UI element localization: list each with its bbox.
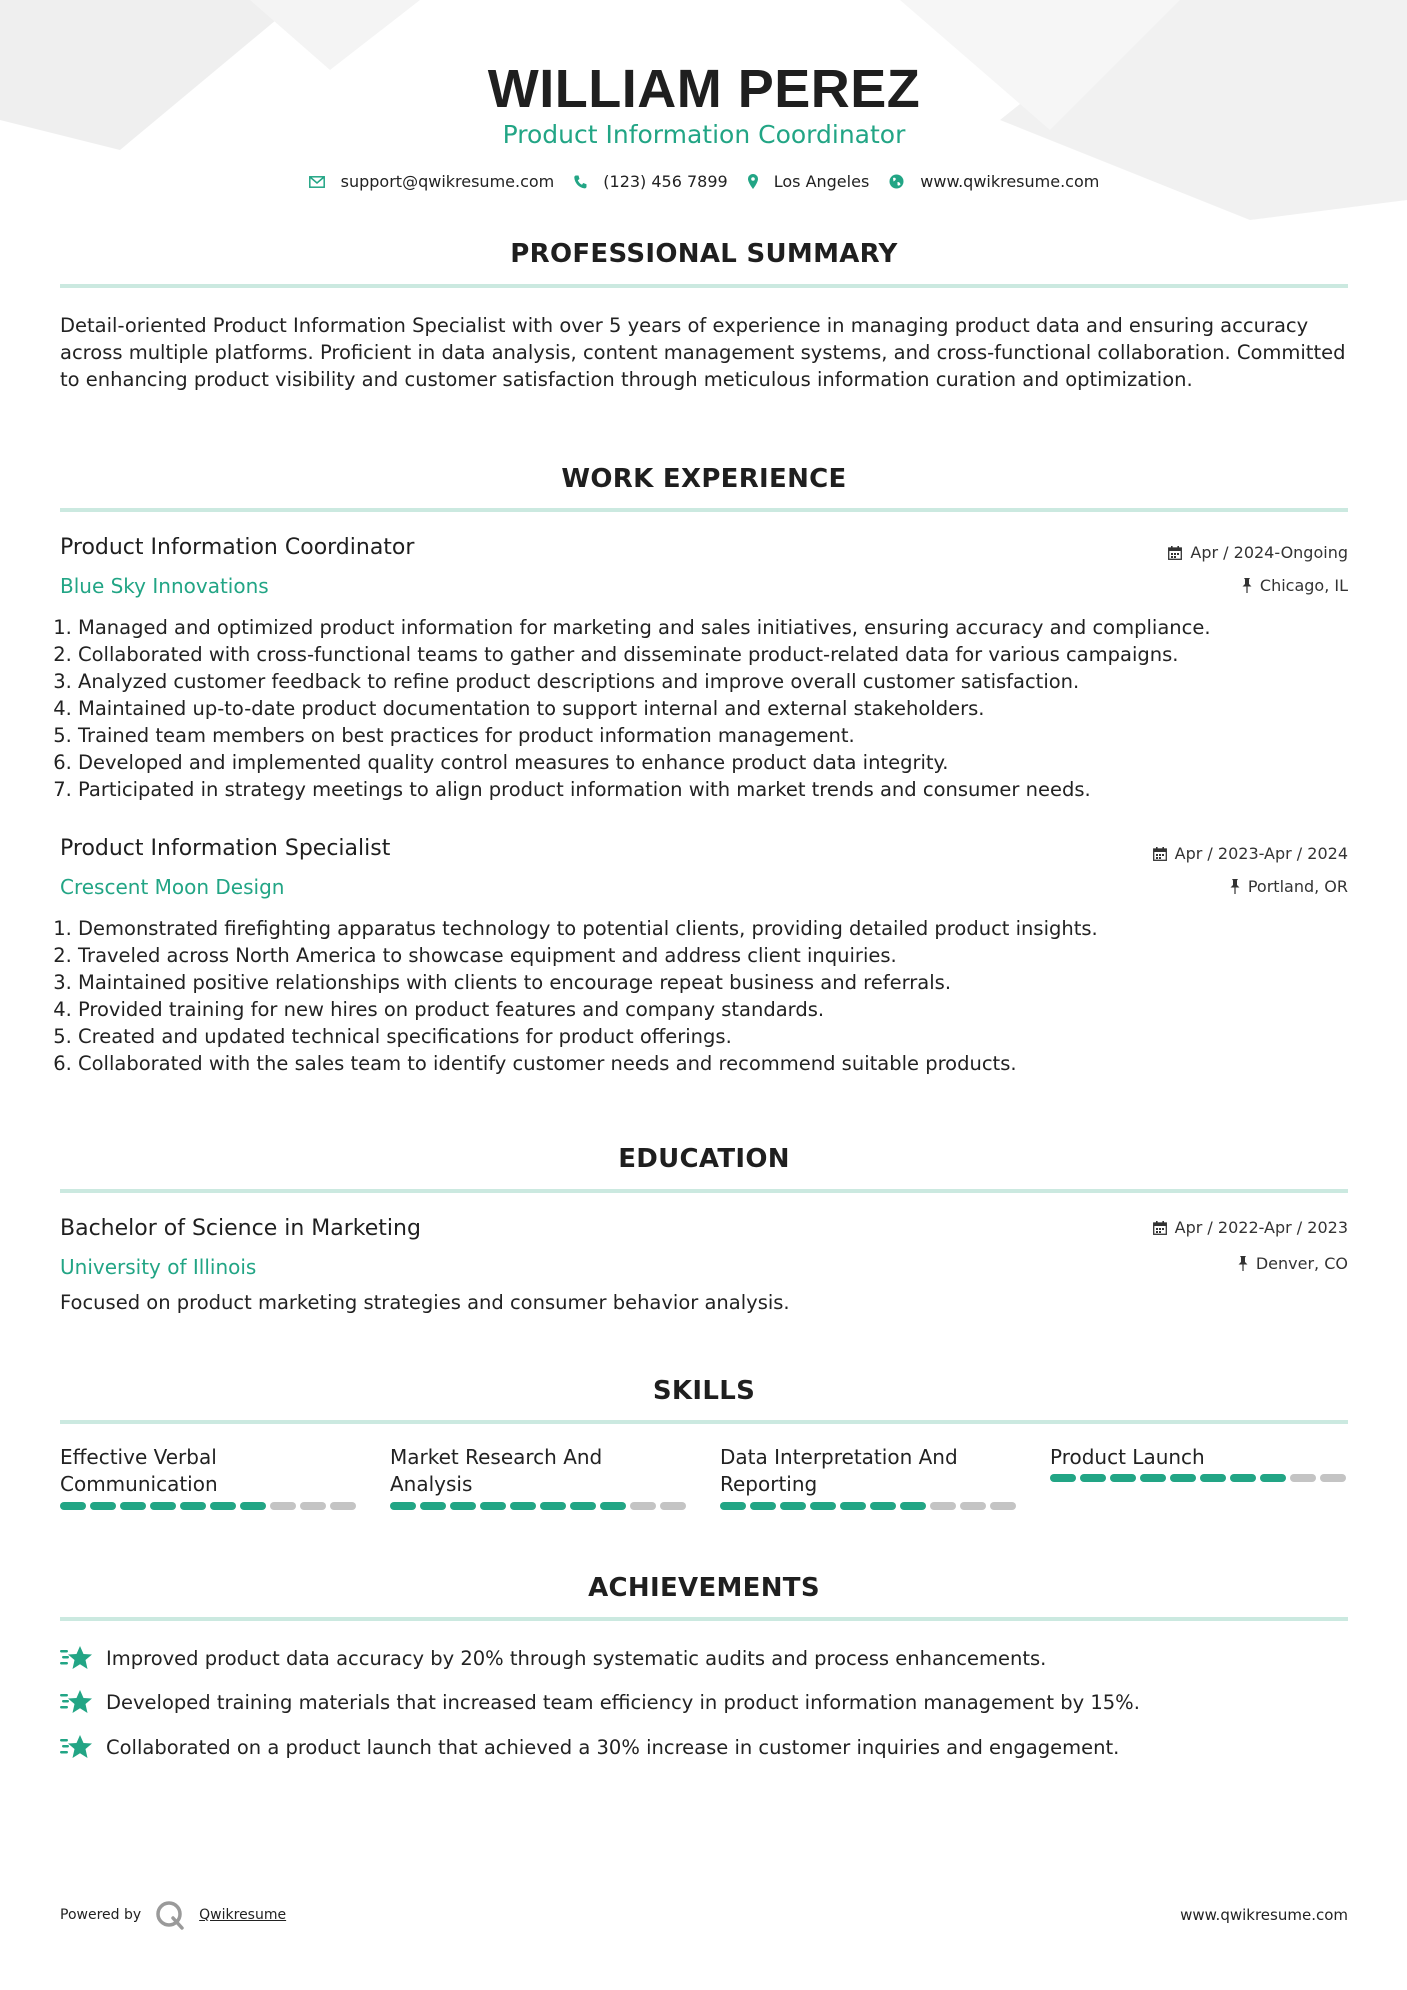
skill-dot-filled (720, 1502, 746, 1510)
skill-dot-filled (870, 1502, 896, 1510)
skill-dot-empty (1290, 1474, 1316, 1482)
achievements-divider (60, 1617, 1348, 1621)
achievement-text: Collaborated on a product launch that achieved a 30% increase in customer inquiries and engagement. (106, 1735, 1120, 1759)
skill-dot-empty (270, 1502, 296, 1510)
list-item: 2. Traveled across North America to showcase equipment and address client inquiries. (78, 942, 1338, 969)
phone-text: (123) 456 7899 (603, 172, 728, 191)
achievements-heading: ACHIEVEMENTS (588, 1573, 820, 1603)
list-item: 4. Maintained up-to-date product documentation to support internal and external stakeholders. (78, 695, 1338, 722)
skill-name: Market Research And Analysis (390, 1445, 603, 1496)
list-item: 1. Demonstrated firefighting apparatus technology to potential clients, providing detailed product insights. (78, 915, 1338, 942)
email-text: support@qwikresume.com (340, 172, 555, 191)
candidate-title: Product Information Coordinator (502, 120, 906, 149)
skill-dot-empty (300, 1502, 326, 1510)
skill-dot-empty (930, 1502, 956, 1510)
star-badge-icon (60, 1645, 94, 1671)
envelope-icon (309, 176, 325, 188)
job-location-text-2: Portland, OR (1247, 877, 1348, 896)
skill-dot-filled (480, 1502, 506, 1510)
skill-dot-empty (990, 1502, 1016, 1510)
qwikresume-logo-icon (155, 1900, 185, 1930)
summary-divider (60, 284, 1348, 288)
skill-dot-filled (600, 1502, 626, 1510)
list-item: 5. Created and updated technical specifications for product offerings. (78, 1023, 1338, 1050)
skill-dot-filled (390, 1502, 416, 1510)
job-title-2: Product Information Specialist (60, 836, 391, 861)
skill-dot-filled (210, 1502, 236, 1510)
education-heading: EDUCATION (618, 1144, 790, 1174)
skill-level-bar (390, 1502, 690, 1510)
skill-dot-empty (960, 1502, 986, 1510)
company-2: Crescent Moon Design (60, 875, 285, 899)
list-item: 1. Managed and optimized product information for marketing and sales initiatives, ensuring accuracy and compliance. (78, 614, 1338, 641)
achievement-item (60, 1689, 1140, 1715)
skill-dot-filled (510, 1502, 536, 1510)
candidate-name: WILLIAM PEREZ (487, 59, 921, 119)
job-bullets-2 (60, 915, 1338, 1077)
job-dates-2 (1153, 844, 1348, 863)
powered-by-label: Powered by (60, 1907, 142, 1923)
job-location-2 (1230, 877, 1348, 896)
footer-website[interactable]: www.qwikresume.com (1180, 1906, 1348, 1924)
skill-dot-filled (450, 1502, 476, 1510)
skill-dot-filled (90, 1502, 116, 1510)
skill-item (390, 1444, 690, 1510)
list-item: 3. Analyzed customer feedback to refine product descriptions and improve overall customer satisfaction. (78, 668, 1338, 695)
job-dates-1 (1168, 543, 1348, 562)
experience-heading: WORK EXPERIENCE (561, 464, 847, 494)
skill-dot-filled (1260, 1474, 1286, 1482)
skill-dot-filled (780, 1502, 806, 1510)
skill-level-bar (720, 1502, 1020, 1510)
list-item: 7. Participated in strategy meetings to align product information with market trends and consumer needs. (78, 776, 1338, 803)
achievement-item (60, 1645, 1046, 1671)
skill-dot-filled (810, 1502, 836, 1510)
contact-email[interactable] (309, 172, 555, 191)
star-badge-icon (60, 1734, 94, 1760)
education-location-text: Denver, CO (1255, 1254, 1348, 1273)
location-text: Los Angeles (773, 172, 870, 191)
skill-dot-filled (150, 1502, 176, 1510)
skill-dot-filled (1140, 1474, 1166, 1482)
skill-dot-empty (330, 1502, 356, 1510)
qwikresume-link[interactable]: Qwikresume (199, 1907, 287, 1923)
list-item: 2. Collaborated with cross-functional teams to gather and disseminate product-related data for various campaigns. (78, 641, 1338, 668)
skill-item (720, 1444, 1020, 1510)
skill-dot-filled (1050, 1474, 1076, 1482)
star-badge-icon (60, 1689, 94, 1715)
list-item: 3. Maintained positive relationships with clients to encourage repeat business and referrals. (78, 969, 1338, 996)
skill-dot-filled (120, 1502, 146, 1510)
skill-dot-filled (840, 1502, 866, 1510)
education-description: Focused on product marketing strategies and consumer behavior analysis. (60, 1291, 790, 1314)
skill-dot-filled (1080, 1474, 1106, 1482)
skill-dot-empty (630, 1502, 656, 1510)
skill-item (60, 1444, 360, 1510)
achievement-text: Improved product data accuracy by 20% through systematic audits and process enhancements. (106, 1646, 1047, 1670)
education-location (1238, 1254, 1348, 1273)
experience-divider (60, 508, 1348, 512)
phone-icon (574, 175, 587, 189)
contact-phone[interactable] (574, 172, 727, 191)
skill-dot-empty (660, 1502, 686, 1510)
pushpin-icon (1230, 879, 1240, 894)
job-title-1: Product Information Coordinator (60, 535, 415, 560)
job-dates-text-2: Apr / 2023-Apr / 2024 (1174, 844, 1348, 863)
skill-dot-filled (420, 1502, 446, 1510)
degree-title: Bachelor of Science in Marketing (60, 1216, 421, 1241)
skill-dot-filled (750, 1502, 776, 1510)
education-dates-text: Apr / 2022-Apr / 2023 (1174, 1218, 1348, 1237)
skill-dot-filled (900, 1502, 926, 1510)
map-pin-icon (748, 174, 758, 189)
list-item: 5. Trained team members on best practices for product information management. (78, 722, 1338, 749)
skill-dot-filled (180, 1502, 206, 1510)
summary-heading: PROFESSIONAL SUMMARY (510, 239, 898, 269)
contact-bar (60, 172, 1348, 191)
skill-level-bar (1050, 1474, 1350, 1482)
calendar-icon (1153, 1221, 1167, 1235)
skill-dot-filled (1230, 1474, 1256, 1482)
education-dates (1153, 1218, 1348, 1237)
job-location-1 (1242, 576, 1348, 595)
job-dates-text-1: Apr / 2024-Ongoing (1190, 543, 1348, 562)
skill-dot-filled (1170, 1474, 1196, 1482)
skill-dot-filled (240, 1502, 266, 1510)
education-divider (60, 1189, 1348, 1193)
skill-dot-filled (60, 1502, 86, 1510)
skill-dot-empty (1320, 1474, 1346, 1482)
achievement-item (60, 1734, 1119, 1760)
skill-level-bar (60, 1502, 360, 1510)
school-name: University of Illinois (60, 1255, 257, 1279)
skill-dot-filled (570, 1502, 596, 1510)
footer-powered-by (60, 1900, 286, 1930)
contact-location (748, 172, 870, 191)
globe-icon (889, 174, 904, 189)
calendar-icon (1153, 847, 1167, 861)
list-item: 4. Provided training for new hires on product features and company standards. (78, 996, 1338, 1023)
skill-name: Product Launch (1050, 1445, 1205, 1469)
skill-dot-filled (540, 1502, 566, 1510)
job-location-text-1: Chicago, IL (1259, 576, 1348, 595)
skill-dot-filled (1110, 1474, 1136, 1482)
pushpin-icon (1242, 578, 1252, 593)
job-bullets-1 (60, 614, 1338, 803)
pushpin-icon (1238, 1256, 1248, 1271)
list-item: 6. Developed and implemented quality control measures to enhance product data integrity. (78, 749, 1338, 776)
skills-heading: SKILLS (652, 1376, 756, 1406)
list-item: 6. Collaborated with the sales team to identify customer needs and recommend suitable products. (78, 1050, 1338, 1077)
company-1: Blue Sky Innovations (60, 574, 269, 598)
calendar-icon (1168, 546, 1182, 560)
skills-divider (60, 1420, 1348, 1424)
skill-item (1050, 1444, 1350, 1482)
skill-name: Effective Verbal Communication (60, 1445, 218, 1496)
website-text: www.qwikresume.com (920, 172, 1100, 191)
skill-dot-filled (1200, 1474, 1226, 1482)
contact-website[interactable] (889, 172, 1099, 191)
achievement-text: Developed training materials that increased team efficiency in product information management by 15%. (106, 1690, 1140, 1714)
summary-text: Detail-oriented Product Information Specialist with over 5 years of experience in managing product data and ensuring accuracy across multiple platforms. Proficient in data analysis, content management systems, and cross-functional collaboration. Committed to enhancing product visibility and customer satisfaction through meticulous information curation and optimization. (60, 314, 1346, 391)
skill-name: Data Interpretation And Reporting (720, 1445, 958, 1496)
